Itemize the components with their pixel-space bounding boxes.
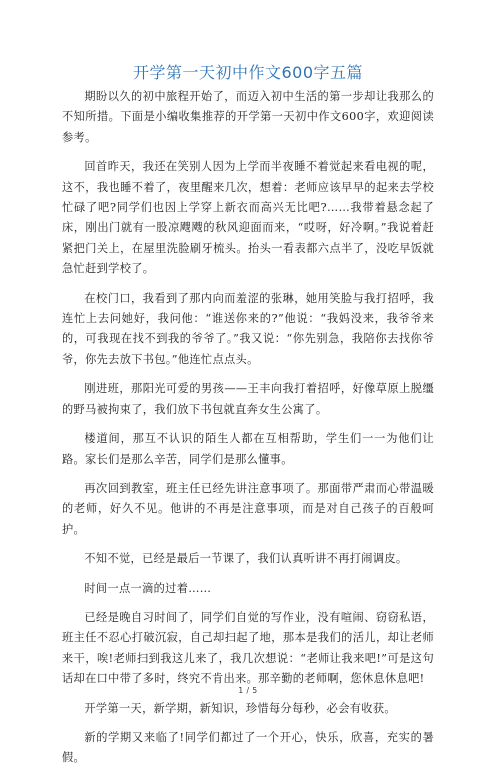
paragraph: 已经是晚自习时间了，同学们自觉的写作业，没有喧闹、窃窃私语，班主任不忍心打破沉寂，自己却扫起了地，那本是我们的活儿，却让老师来干，唉!老师扫到我这儿来了，我几次想说：“老师让我来吧!”可是这句话却在口中带了多时，终究不肯出来。那辛勤的老师啊，您休息休息吧! [62,610,434,686]
paragraph: 楼道间，那互不认识的陌生人都在互相帮助，学生们一一为他们让路。家长们是那么辛苦，同学们是那么懂事。 [62,432,434,466]
page-number: 1 / 5 [238,686,258,695]
paragraph: 不知不觉，已经是最后一节课了，我们认真听讲不再打闹调皮。 [84,552,408,566]
document-body [62,87,434,778]
paragraph: 时间一点一滴的过着…… [84,581,212,595]
paragraph: 新的学期又来临了!同学们都过了一个开心，快乐，欣喜，充实的暑假。 [62,730,434,765]
paragraph-intro: 期盼以久的初中旅程开始了，而迈入初中生活的第一步却让我那么的不知所措。下面是小编收集推荐的开学第一天初中作文600字，欢迎阅读参考。 [62,90,434,144]
paragraph: 开学第一天，新学期，新知识，珍惜每分每秒，必会有收获。 [84,701,396,715]
paragraph: 回首昨天，我还在笑别人因为上学而半夜睡不着觉起来看电视的呢，这不，我也睡不着了，夜里醒来几次，想着：老师应该早早的起来去学校忙碌了吧?同学们也因上学穿上新衣而高兴无比吧?……我带着悬念起了床，刚出门就有一股凉飕飕的秋风迎面而来，“哎呀，好冷啊。”我说着赶紧把门关上，在屋里洗脸刷牙梳头。抬头一看表都六点半了，没吃早饭就急忙赶到学校了。 [62,160,434,276]
paragraph: 刚进班，那阳光可爱的男孩——王丰向我打着招呼，好像草原上脱缰的野马被拘束了，我们放下书包就直奔女生公寓了。 [62,382,434,416]
document-title: 开学第一天初中作文600字五篇 [132,63,364,82]
paragraph: 在校门口，我看到了那内向而羞涩的张琳，她用笑脸与我打招呼，我连忙上去问她好，我问他：“谁送你来的?”他说：“我妈没来，我爷爷来的，可我现在找不到我的爷爷了。”我又说：“你先别急，我陪你去找你爷爷，你先去放下书包。”他连忙点点头。 [62,291,434,366]
paragraph: 再次回到教室，班主任已经先讲注意事项了。那面带严肃而心带温暖的老师，好久不见。他讲的不再是注意事项，而是对自己孩子的百般呵护。 [62,481,434,536]
